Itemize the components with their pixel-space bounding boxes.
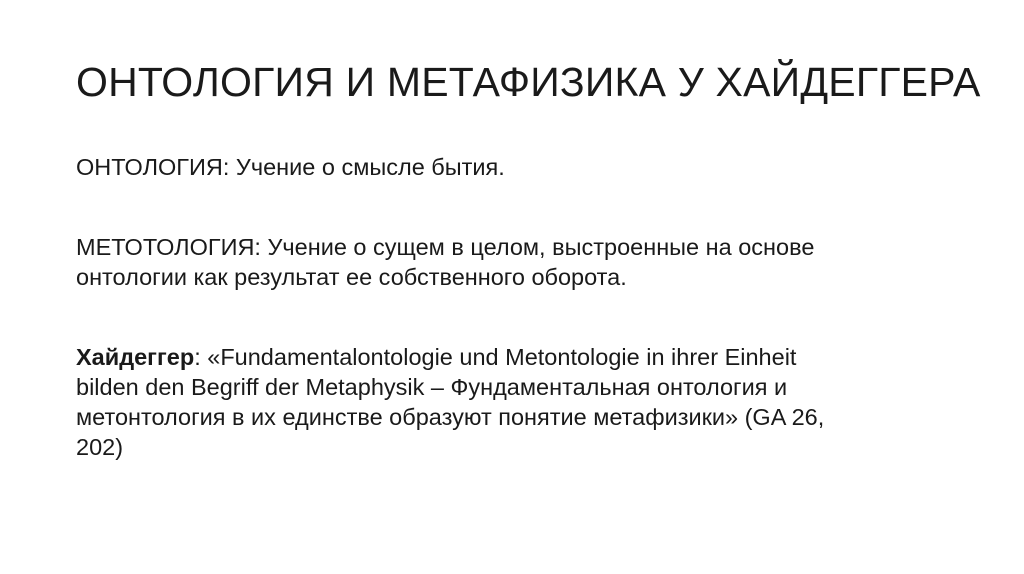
paragraph-line: онтологии как результат ее собственного оборота. bbox=[76, 264, 627, 290]
paragraph-line: метонтология в их единстве образуют понятие метафизики» (GA 26, bbox=[76, 404, 825, 430]
paragraph-metontology bbox=[76, 232, 956, 292]
paragraph-line: 202) bbox=[76, 434, 124, 460]
paragraph-line: ОНТОЛОГИЯ: Учение о смысле бытия. bbox=[76, 154, 505, 180]
paragraph-heidegger-quote bbox=[76, 342, 956, 462]
slide-title: ОНТОЛОГИЯ И МЕТАФИЗИКА У ХАЙДЕГГЕРА bbox=[76, 59, 981, 105]
slide-body bbox=[76, 152, 956, 462]
paragraph-line: bilden den Begriff der Metaphysik – Фундаментальная онтология и bbox=[76, 374, 788, 400]
paragraph-line: : «Fundamentalontologie und Metontologie in ihrer Einheit bbox=[194, 344, 797, 370]
paragraph-line: МЕТОТОЛОГИЯ: Учение о сущем в целом, выстроенные на основе bbox=[76, 234, 815, 260]
quote-author: Хайдеггер bbox=[76, 344, 195, 370]
paragraph-ontology bbox=[76, 152, 956, 182]
